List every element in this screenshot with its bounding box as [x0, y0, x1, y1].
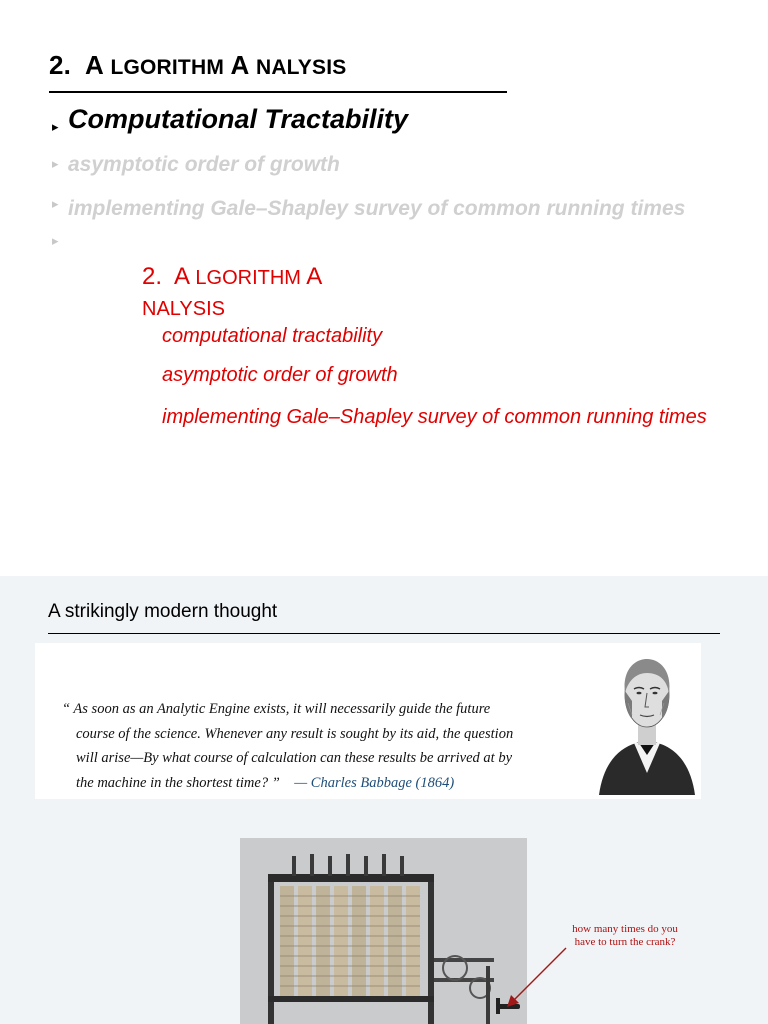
quote-attribution: — Charles Babbage (1864)	[294, 774, 455, 791]
outline-item: computational tractability	[162, 325, 383, 347]
crank-annotation-line: have to turn the crank?	[574, 936, 676, 948]
outline-number: 2.	[142, 263, 163, 290]
quote-line: the machine in the shortest time? ”	[76, 774, 280, 791]
slide-2-title: A strikingly modern thought	[48, 601, 278, 622]
quote-line: will arise—By what course of calculation can these results be arrived at by	[76, 750, 513, 766]
outline-title-line2: NALYSIS	[142, 298, 225, 320]
bullet-icon: ▸	[52, 156, 59, 171]
quote-line: “ As soon as an Analytic Engine exists, it will necessarily guide the future	[62, 701, 491, 717]
title-divider	[49, 91, 507, 93]
title-number: 2.	[49, 50, 72, 80]
babbage-quote	[62, 697, 592, 795]
agenda-item: implementing Gale–Shapley survey of common running times	[68, 197, 686, 220]
outline-title	[142, 263, 322, 291]
difference-engine-image	[240, 838, 527, 1024]
difference-engine-photo	[240, 838, 527, 1024]
crank-annotation-line: how many times do you	[572, 923, 678, 935]
bullet-icon: ▸	[52, 233, 59, 248]
outline-item: implementing Gale–Shapley survey of common running times	[162, 406, 707, 428]
title-initial-a2: A	[230, 50, 249, 80]
babbage-portrait	[594, 643, 700, 795]
title-initial-a: A	[84, 50, 103, 80]
title-word-nalysis: NALYSIS	[255, 56, 347, 79]
slide-2-divider	[48, 633, 720, 634]
crank-annotation	[565, 923, 685, 949]
agenda-item: asymptotic order of growth	[68, 153, 340, 176]
title-word-lgorithm: LGORITHM	[110, 56, 225, 79]
quote-last-line	[62, 771, 592, 796]
outline-initial-a2: A	[306, 263, 323, 290]
bullet-icon: ▸	[52, 119, 59, 134]
bullet-icon: ▸	[52, 196, 59, 211]
outline-item: asymptotic order of growth	[162, 364, 398, 386]
slide-title	[49, 50, 346, 81]
agenda-item-current: Computational Tractability	[68, 104, 409, 134]
quote-line: course of the science. Whenever any result is sought by its aid, the question	[76, 725, 514, 742]
outline-word-lgorithm: LGORITHM	[195, 267, 301, 289]
crank-arrow-icon	[500, 940, 580, 1020]
outline-initial-a: A	[174, 263, 189, 290]
